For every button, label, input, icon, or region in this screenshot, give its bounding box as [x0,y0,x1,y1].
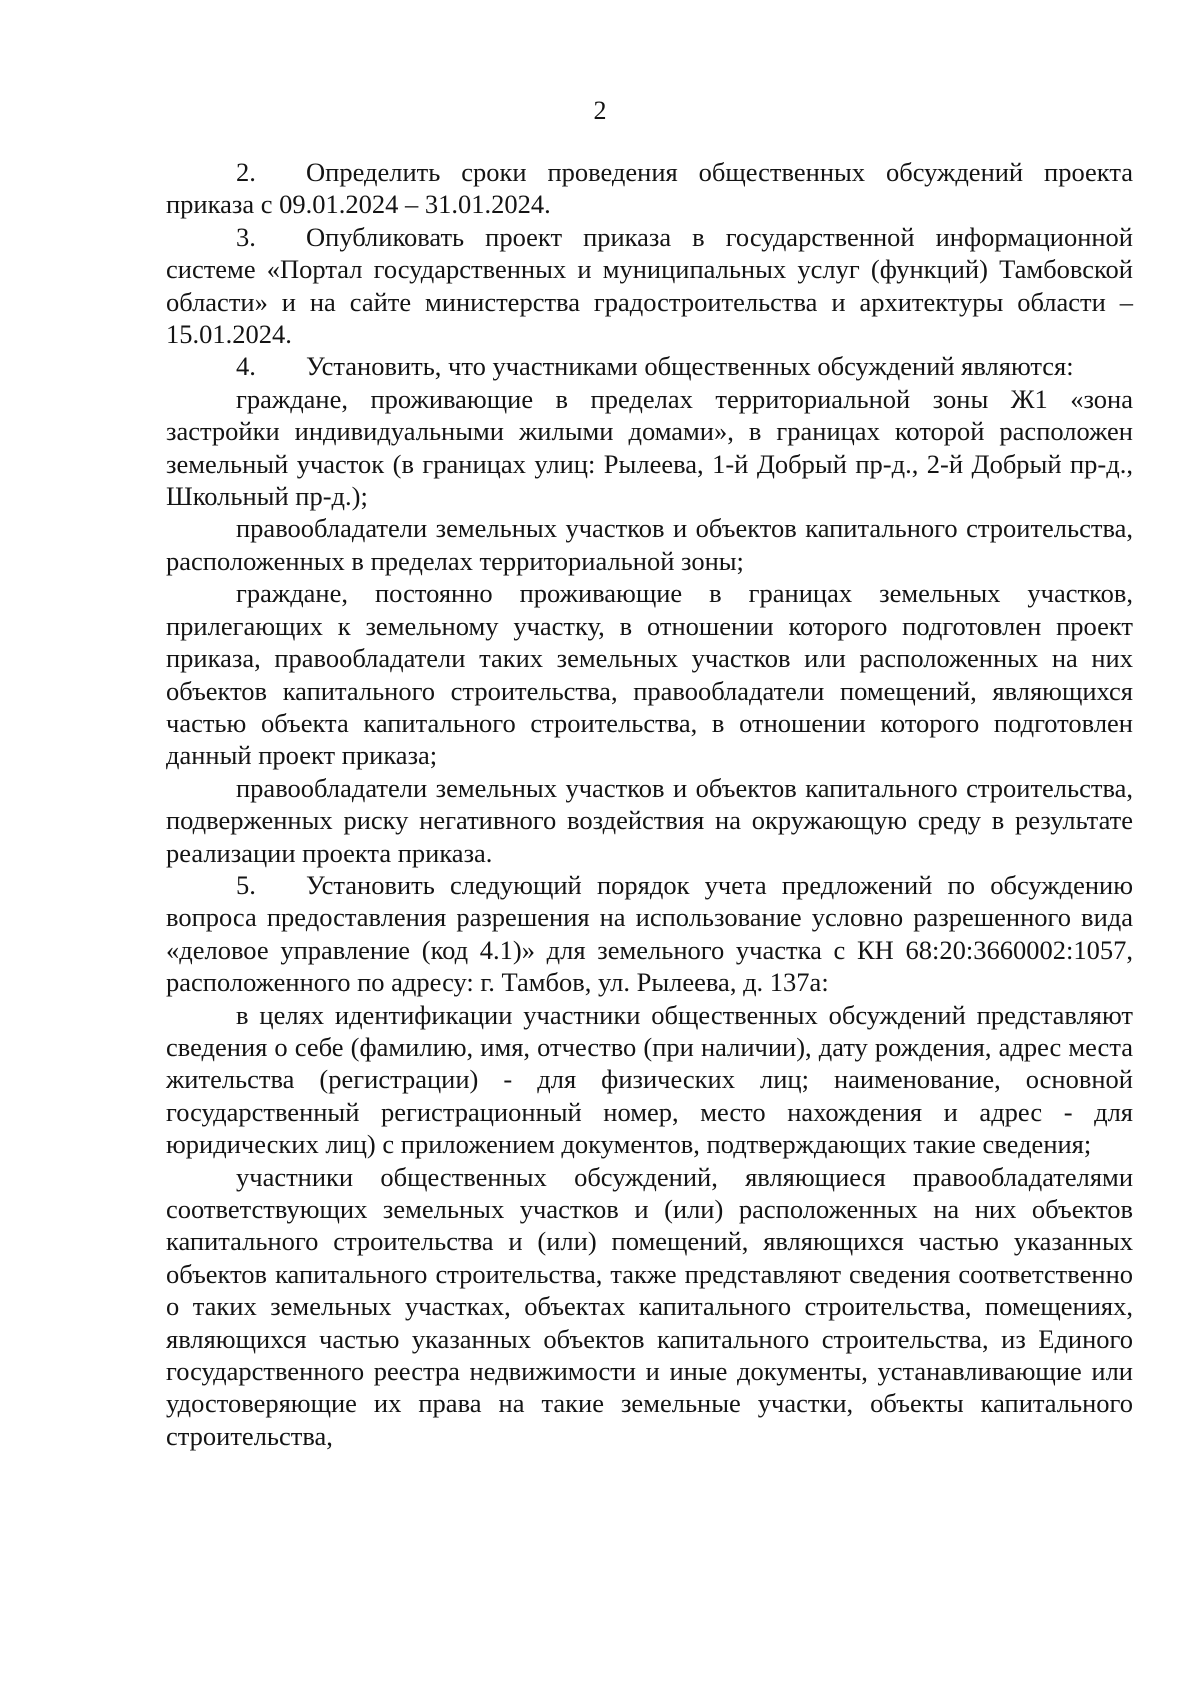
paragraph-item-2 [166,156,1133,221]
paragraph-item-5 [166,869,1133,999]
paragraph-rightholders-risk: правообладатели земельных участков и объектов капитального строительства, подверженных риску негативного воздействия на окружающую среду в результате реализации проекта приказа. [166,772,1133,868]
paragraph-rightholders-zone: правообладатели земельных участков и объектов капитального строительства, расположенных в пределах территориальной зоны; [166,513,1133,576]
page-number: 2 [593,96,607,125]
item-number: 2. [236,157,256,187]
paragraph-rightholder-participants: участники общественных обсуждений, являющиеся правообладателями соответствующих земельных участков и (или) расположенных на них объектов капитального строительства и (или) помещений, являющихся частью указанных объектов капитального строительства, также представляют сведения соответственно о таких земельных участках, объектах капитального строительства, помещениях, являющихся частью указанных объектов капитального строительства, из Единого государственного реестра недвижимости и иные документы, устанавливающие или удостоверяющие их права на такие земельные участки, объекты капитального строительства, [166,1161,1133,1451]
paragraph-text: Установить следующий порядок учета предложений по обсуждению вопроса предоставления разрешения на использование условно разрешенного вида «деловое управление (код 4.1)» для земельного участка с КН 68:20:3660002:1057, расположенного по адресу: г. Тамбов, ул. Рылеева, д. 137а: [166,869,1133,998]
paragraph-citizens-adjacent: граждане, постоянно проживающие в границах земельных участков, прилегающих к земельному участку, в отношении которого подготовлен проект приказа, правообладатели таких земельных участков или расположенных на них объектов капитального строительства, правообладатели помещений, являющихся частью объекта капитального строительства, в отношении которого подготовлен данный проект приказа; [166,578,1133,771]
item-number: 3. [236,221,256,252]
paragraph-text: Опубликовать проект приказа в государственной информационной системе «Портал государственных и муниципальных услуг (функций) Тамбовской области» и на сайте министерства градостроительства и архитектуры области – 15.01.2024. [166,221,1133,350]
paragraph-text: Определить сроки проведения общественных обсуждений проекта приказа с 09.01.2024 – 31.01.2024. [166,157,1133,220]
paragraph-item-4 [166,350,1133,382]
item-number: 4. [236,351,256,382]
paragraph-citizens-zone: граждане, проживающие в пределах территориальной зоны Ж1 «зона застройки индивидуальными жилыми домами», в границах которой расположен земельный участок (в границах улиц: Рылеева, 1-й Добрый пр-д., 2-й Добрый пр-д., Школьный пр-д.); [166,383,1133,512]
paragraph-identification: в целях идентификации участники общественных обсуждений представляют сведения о себе (фамилию, имя, отчество (при наличии), дату рождения, адрес места жительства (регистрации) - для физических лиц; наименование, основной государственный регистрационный номер, место нахождения и адрес - для юридических лиц) с приложением документов, подтверждающих такие сведения; [166,999,1133,1160]
document-body [166,156,1133,1452]
item-number: 5. [236,869,256,900]
paragraph-item-3 [166,221,1133,351]
paragraph-text: Установить, что участниками общественных обсуждений являются: [306,351,1074,382]
